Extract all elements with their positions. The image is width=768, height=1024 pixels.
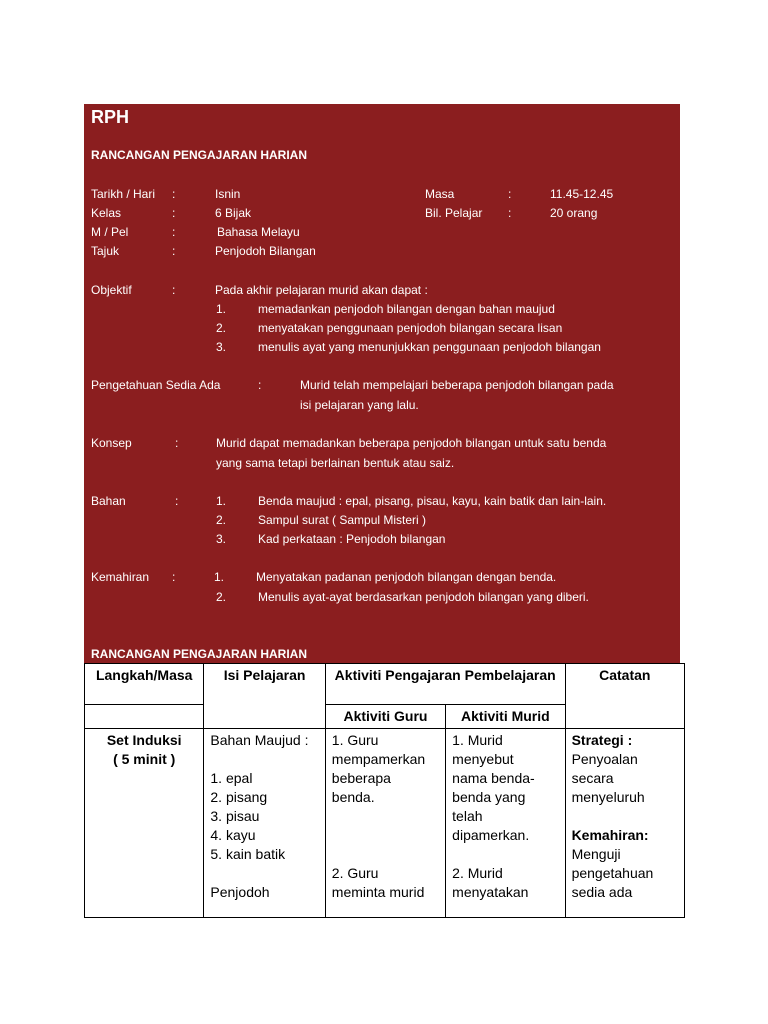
tarikh-label: Tarikh / Hari: [91, 187, 156, 201]
masa-label: Masa: [425, 187, 455, 201]
header-murid: Aktiviti Murid: [446, 705, 565, 729]
objektif-num-2: 2.: [216, 321, 227, 335]
cell-langkah: [85, 729, 204, 918]
konsep-line-1: Murid dapat memadankan beberapa penjodoh bilangan untuk satu benda: [216, 436, 607, 450]
guru-line: 2. Guru: [331, 865, 379, 881]
guru-line: benda.: [331, 789, 375, 805]
pengetahuan-line-2: isi pelajaran yang lalu.: [300, 398, 419, 412]
bahan-label: Bahan: [91, 494, 126, 508]
strategi-line: secara: [571, 770, 614, 786]
kelas-colon: :: [172, 206, 176, 220]
kemahiran-catatan-line: sedia ada: [571, 884, 633, 900]
header-langkah-blank: [85, 705, 204, 729]
objektif-item-2: menyatakan penggunaan penjodoh bilangan secara lisan: [258, 321, 563, 335]
murid-line: 1. Murid: [452, 732, 503, 748]
kemahiran-item-1: Menyatakan padanan penjodoh bilangan dengan benda.: [256, 570, 557, 584]
guru-line: beberapa: [331, 770, 391, 786]
tarikh-colon: :: [172, 187, 176, 201]
kemahiran-item-2: Menulis ayat-ayat berdasarkan penjodoh bilangan yang diberi.: [258, 590, 589, 604]
kelas-label: Kelas: [91, 206, 122, 220]
section-heading-2: RANCANGAN PENGAJARAN HARIAN: [91, 647, 308, 661]
masa-value: 11.45-12.45: [550, 187, 614, 201]
header-aktiviti: Aktiviti Pengajaran Pembelajaran: [325, 664, 565, 705]
langkah-line-1: Set Induksi: [106, 732, 182, 748]
objektif-num-1: 1.: [216, 302, 227, 316]
cell-guru: [325, 729, 445, 918]
murid-line: 2. Murid: [452, 865, 503, 881]
pelajar-colon: :: [508, 206, 512, 220]
kemahiran-num-2: 2.: [216, 590, 227, 604]
bahan-item-2: Sampul surat ( Sampul Misteri ): [258, 513, 427, 527]
header-catatan: Catatan: [565, 664, 684, 729]
cell-isi: [204, 729, 325, 918]
cell-murid: [446, 729, 565, 918]
isi-line: 5. kain batik: [210, 846, 286, 862]
kemahiran-colon: :: [172, 570, 176, 584]
murid-line: dipamerkan.: [452, 827, 530, 843]
konsep-line-2: yang sama tetapi berlainan bentuk atau saiz.: [216, 456, 455, 470]
konsep-label: Konsep: [91, 436, 132, 450]
header-isi: Isi Pelajaran: [204, 664, 325, 729]
murid-line: menyatakan: [452, 884, 529, 900]
pengetahuan-label: Pengetahuan Sedia Ada: [91, 378, 221, 392]
isi-line: Bahan Maujud :: [210, 732, 309, 748]
kemahiran-catatan-label: Kemahiran:: [571, 827, 649, 843]
document-title: RPH: [91, 107, 130, 127]
bahan-item-1: Benda maujud : epal, pisang, pisau, kayu, kain batik dan lain-lain.: [258, 494, 607, 508]
isi-line: 3. pisau: [210, 808, 260, 824]
objektif-num-3: 3.: [216, 340, 227, 354]
objektif-item-1: memadankan penjodoh bilangan dengan bahan maujud: [258, 302, 555, 316]
pelajar-value: 20 orang: [550, 206, 598, 220]
bahan-num-3: 3.: [216, 532, 227, 546]
strategi-line: menyeluruh: [571, 789, 645, 805]
bahan-num-1: 1.: [216, 494, 227, 508]
konsep-colon: :: [175, 436, 179, 450]
murid-line: telah: [452, 808, 483, 824]
murid-line: menyebut: [452, 751, 514, 767]
guru-line: meminta murid: [331, 884, 425, 900]
objektif-label: Objektif: [91, 283, 132, 297]
kemahiran-label: Kemahiran: [91, 570, 150, 584]
mpel-value: Bahasa Melayu: [217, 225, 300, 239]
cell-catatan: [565, 729, 684, 918]
strategi-label: Strategi :: [571, 732, 633, 748]
bahan-item-3: Kad perkataan : Penjodoh bilangan: [258, 532, 446, 546]
objektif-intro: Pada akhir pelajaran murid akan dapat :: [215, 283, 428, 297]
kemahiran-catatan-line: pengetahuan: [571, 865, 654, 881]
tajuk-colon: :: [172, 244, 176, 258]
objektif-item-3: menulis ayat yang menunjukkan penggunaan penjodoh bilangan: [258, 340, 601, 354]
isi-line: 2. pisang: [210, 789, 268, 805]
kemahiran-catatan-line: Menguji: [571, 846, 621, 862]
strategi-line: Penyoalan: [571, 751, 638, 767]
section-heading: RANCANGAN PENGAJARAN HARIAN: [91, 148, 308, 162]
bahan-num-2: 2.: [216, 513, 227, 527]
header-guru: Aktiviti Guru: [325, 705, 445, 729]
bahan-colon: :: [175, 494, 179, 508]
pengetahuan-colon: :: [258, 378, 262, 392]
header-langkah: Langkah/Masa: [85, 664, 204, 705]
kelas-value: 6 Bijak: [215, 206, 252, 220]
mpel-colon: :: [172, 225, 176, 239]
isi-line: 1. epal: [210, 770, 253, 786]
tajuk-value: Penjodoh Bilangan: [215, 244, 316, 258]
murid-line: benda yang: [452, 789, 526, 805]
mpel-label: M / Pel: [91, 225, 129, 239]
langkah-line-2: ( 5 minit ): [113, 751, 176, 767]
tajuk-label: Tajuk: [91, 244, 120, 258]
masa-colon: :: [508, 187, 512, 201]
objektif-colon: :: [172, 283, 176, 297]
isi-line: 4. kayu: [210, 827, 256, 843]
tarikh-value: Isnin: [215, 187, 241, 201]
guru-line: mempamerkan: [331, 751, 426, 767]
guru-line: 1. Guru: [331, 732, 379, 748]
kemahiran-num-1: 1.: [214, 570, 225, 584]
pelajar-label: Bil. Pelajar: [425, 206, 483, 220]
pengetahuan-line-1: Murid telah mempelajari beberapa penjodoh bilangan pada: [300, 378, 614, 392]
lesson-table: [84, 663, 685, 918]
isi-line: Penjodoh: [210, 884, 270, 900]
murid-line: nama benda-: [452, 770, 535, 786]
